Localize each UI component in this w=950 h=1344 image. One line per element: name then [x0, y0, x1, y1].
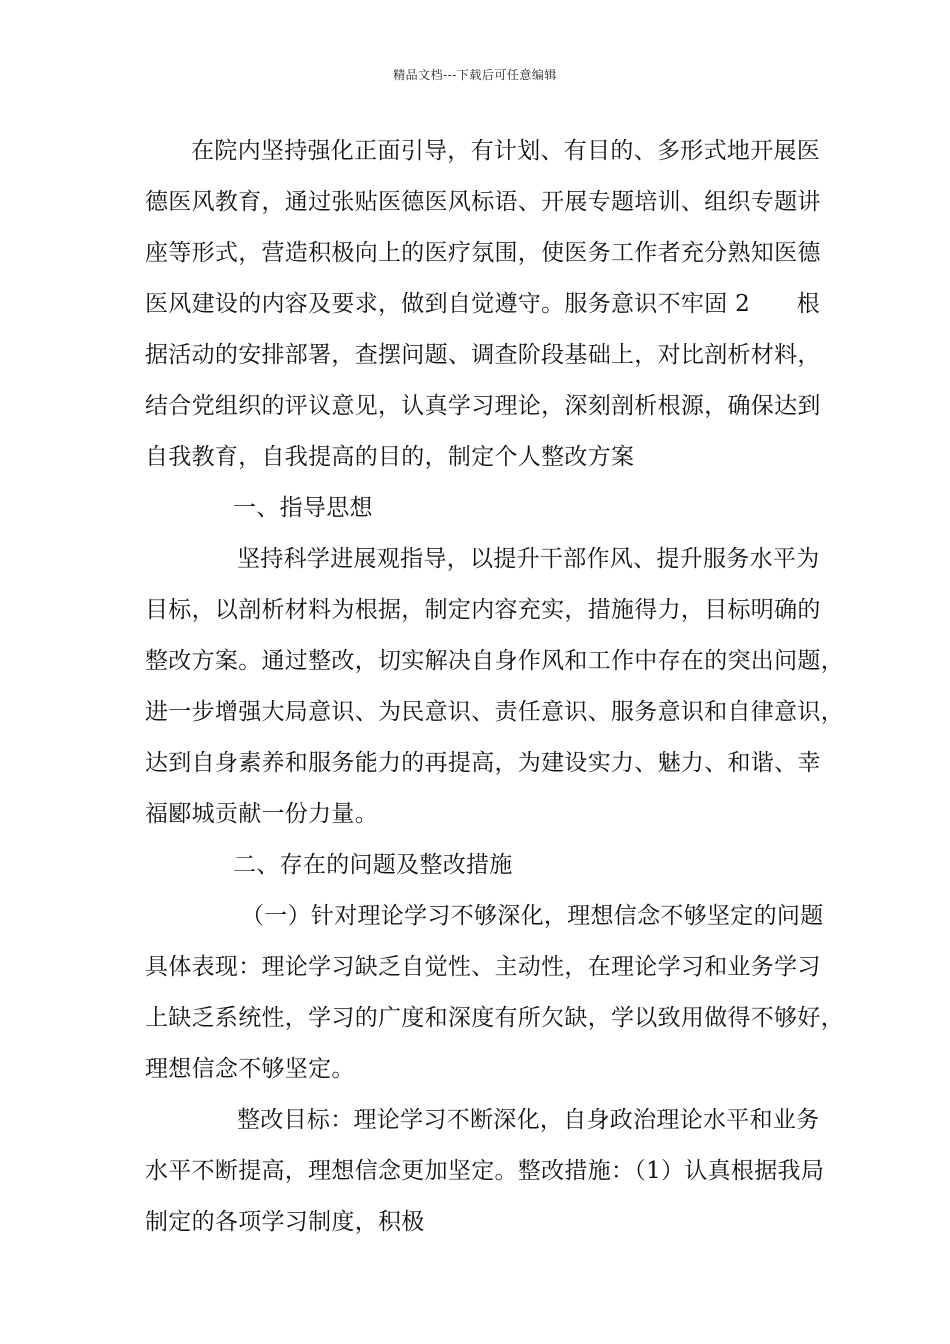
- text-line: 福郾城贡献一份力量。: [145, 801, 378, 827]
- text-line: 在院内坚持强化正面引导，有计划、有目的、多形式地开展医: [191, 138, 821, 164]
- text-line: 坚持科学进展观指导，以提升干部作风、提升服务水平为: [237, 546, 820, 572]
- text-line: 一、指导思想: [233, 495, 373, 521]
- text-line: 医风建设的内容及要求，做到自觉遵守。服务意识不牢固 2 根: [145, 291, 820, 317]
- text-line: 制定的各项学习制度，积极: [145, 1209, 425, 1235]
- text-line: 据活动的安排部署，查摆问题、调查阶段基础上，对比剖析材料，: [145, 342, 821, 368]
- document-body: [145, 132, 844, 1254]
- text-line: 具体表现：理论学习缺乏自觉性、主动性，在理论学习和业务学习: [145, 954, 821, 980]
- text-line: 理想信念不够坚定。: [145, 1056, 355, 1082]
- text-line: 自我教育，自我提高的目的，制定个人整改方案: [145, 444, 635, 470]
- page-header-note: 精品文档---下载后可任意编辑: [393, 68, 557, 82]
- text-line: 进一步增强大局意识、为民意识、责任意识、服务意识和自律意识，: [145, 699, 844, 725]
- text-line: 目标，以剖析材料为根据，制定内容充实，措施得力，目标明确的: [145, 597, 821, 623]
- text-line: 整改方案。通过整改，切实解决自身作风和工作中存在的突出问题，: [145, 648, 844, 674]
- text-line: 座等形式，营造积极向上的医疗氛围，使医务工作者充分熟知医德: [145, 240, 821, 266]
- text-line: 达到自身素养和服务能力的再提高，为建设实力、魅力、和谐、幸: [145, 750, 821, 776]
- text-line: 德医风教育，通过张贴医德医风标语、开展专题培训、组织专题讲: [145, 189, 821, 215]
- text-line: 上缺乏系统性，学习的广度和深度有所欠缺，学以致用做得不够好，: [145, 1005, 844, 1031]
- text-line: 整改目标：理论学习不断深化，自身政治理论水平和业务: [237, 1107, 820, 1133]
- text-line: （一）针对理论学习不够深化，理想信念不够坚定的问题: [241, 903, 824, 929]
- text-line: 二、存在的问题及整改措施: [233, 852, 513, 878]
- text-line: 结合党组织的评议意见，认真学习理论，深刻剖析根源，确保达到: [145, 393, 821, 419]
- text-line: 水平不断提高，理想信念更加坚定。整改措施：（1）认真根据我局: [145, 1158, 825, 1184]
